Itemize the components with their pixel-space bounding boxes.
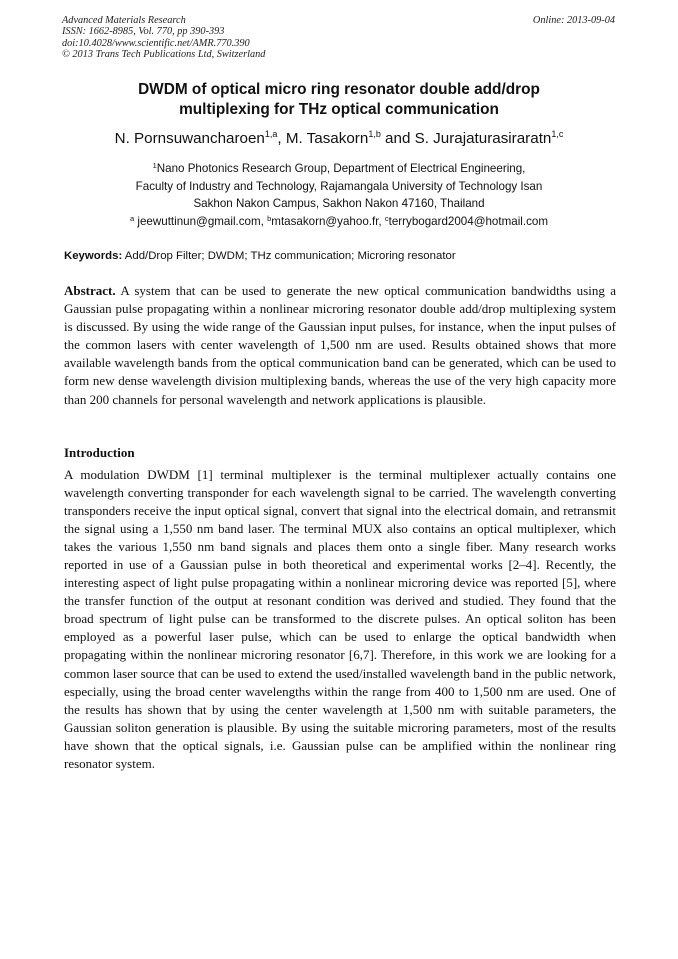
author-list [40,129,638,149]
journal-copyright: © 2013 Trans Tech Publications Ltd, Switzerland [62,49,266,61]
journal-issn: ISSN: 1662-8985, Vol. 770, pp 390-393 [62,26,225,38]
keywords-line [64,248,616,264]
email-sup-a: a [130,213,135,223]
email-c[interactable]: terrybogard2004@hotmail.com [388,214,548,228]
keywords-text: Add/Drop Filter; DWDM; THz communication; Microring resonator [122,250,456,262]
email-a[interactable]: jeewuttinun@gmail.com, [134,214,268,228]
email-sup-c: c [384,213,389,223]
author-name-2: M. Tasakorn [285,130,369,147]
journal-doi[interactable]: doi:10.4028/www.scientific.net/AMR.770.390 [62,37,250,49]
affiliation-line-2: Faculty of Industry and Technology, Rajamangala University of Technology Isan [135,179,543,193]
email-sup-b: b [267,213,272,223]
author-name-1: N. Pornsuwancharoen [114,130,265,147]
journal-name: Advanced Materials Research [62,15,186,26]
section-heading-introduction: Introduction [64,445,135,460]
paper-title-line-1: DWDM of optical micro ring resonator double add/drop [138,81,540,98]
author-sup-2: 1,b [368,129,381,139]
email-line [40,213,638,231]
paper-title [60,80,618,120]
email-b[interactable]: mtasakorn@yahoo.fr, [271,214,385,228]
affiliation-line-1: $^1$Nano Photonics Research Group, Department of Electrical Engineering, [152,161,526,175]
author-name-3: S. Jurajaturasiraratn [414,130,552,147]
affiliation-sup: 1 [152,161,157,170]
introduction-paragraph: A modulation DWDM [1] terminal multiplexer is the terminal multiplexer actually contains one wavelength converting transponder for each wavelength signal to be carried. The wavelength converting transponders receive the input optical signal, convert that signal into the electrical domain, and retransmit the signal using a 1,550 nm band laser. The terminal MUX also contains an optical multiplexer, which takes the various 1,550 nm band signals and places them onto a single fiber. Many research works reported in use of a Gaussian pulse in both theoretical and experimental works [2–4]. Recently, the interesting aspect of light pulse propagating within a nonlinear microring device was reported [5], where the transfer function of the output at resonant condition was derived and studied. They found that the broad spectrum of light pulse can be transformed to the discrete pulses. An optical soliton has been employed as a powerful laser pulse, which can be used to enlarge the optical bandwidth when propagating within the nonlinear microring resonator [6,7]. Therefore, in this work we are looking for a common laser source that can be used to extend the used/installed wavelength band in the public network, especially, using the broad center wavelengths within the range from 400 to 1,500 nm are used. One of the results has shown that by using the center wavelength at 1,500 nm with suitable parameters, the Gaussian soliton generation is plausible. By using the suitable microring parameters, most of the results have shown that the optical signals, i.e. Gaussian pulse can be amplified within the nonlinear ring resonator system. [64,467,616,771]
online-date-header [533,15,615,26]
journal-header [62,15,265,61]
abstract-paragraph [64,282,616,409]
abstract-text: A system that can be used to generate the new optical communication bandwidths using a Gaussian pulse propagating within a nonlinear microring resonator double add/drop multiplexing system is discussed. By using the wide range of the Gaussian input pulses, for instance, when the input pulses of the common lasers with center wavelength of 1,500 nm are used. Results obtained shows that more available wavelength bands from the optical communication band can be generated, which can be used to form new dense wavelength division multiplexing bands, whereas the use of the very high capacity more than 200 channels for personal wavelength and network applications is plausible. [64,283,616,407]
author-sup-3: 1,c [551,129,564,139]
affiliation-block [40,160,638,230]
keywords-label: Keywords: [64,250,123,262]
abstract-label: Abstract. [64,283,116,298]
author-separator: , [277,130,286,147]
paper-title-line-2: multiplexing for THz optical communication [179,101,499,118]
online-date: Online: 2013-09-04 [532,15,615,26]
affiliation-line-3: Sakhon Nakon Campus, Sakhon Nakon 47160, Thailand [193,197,485,210]
author-sup-1: 1,a [264,129,278,139]
author-separator: and [380,130,415,147]
